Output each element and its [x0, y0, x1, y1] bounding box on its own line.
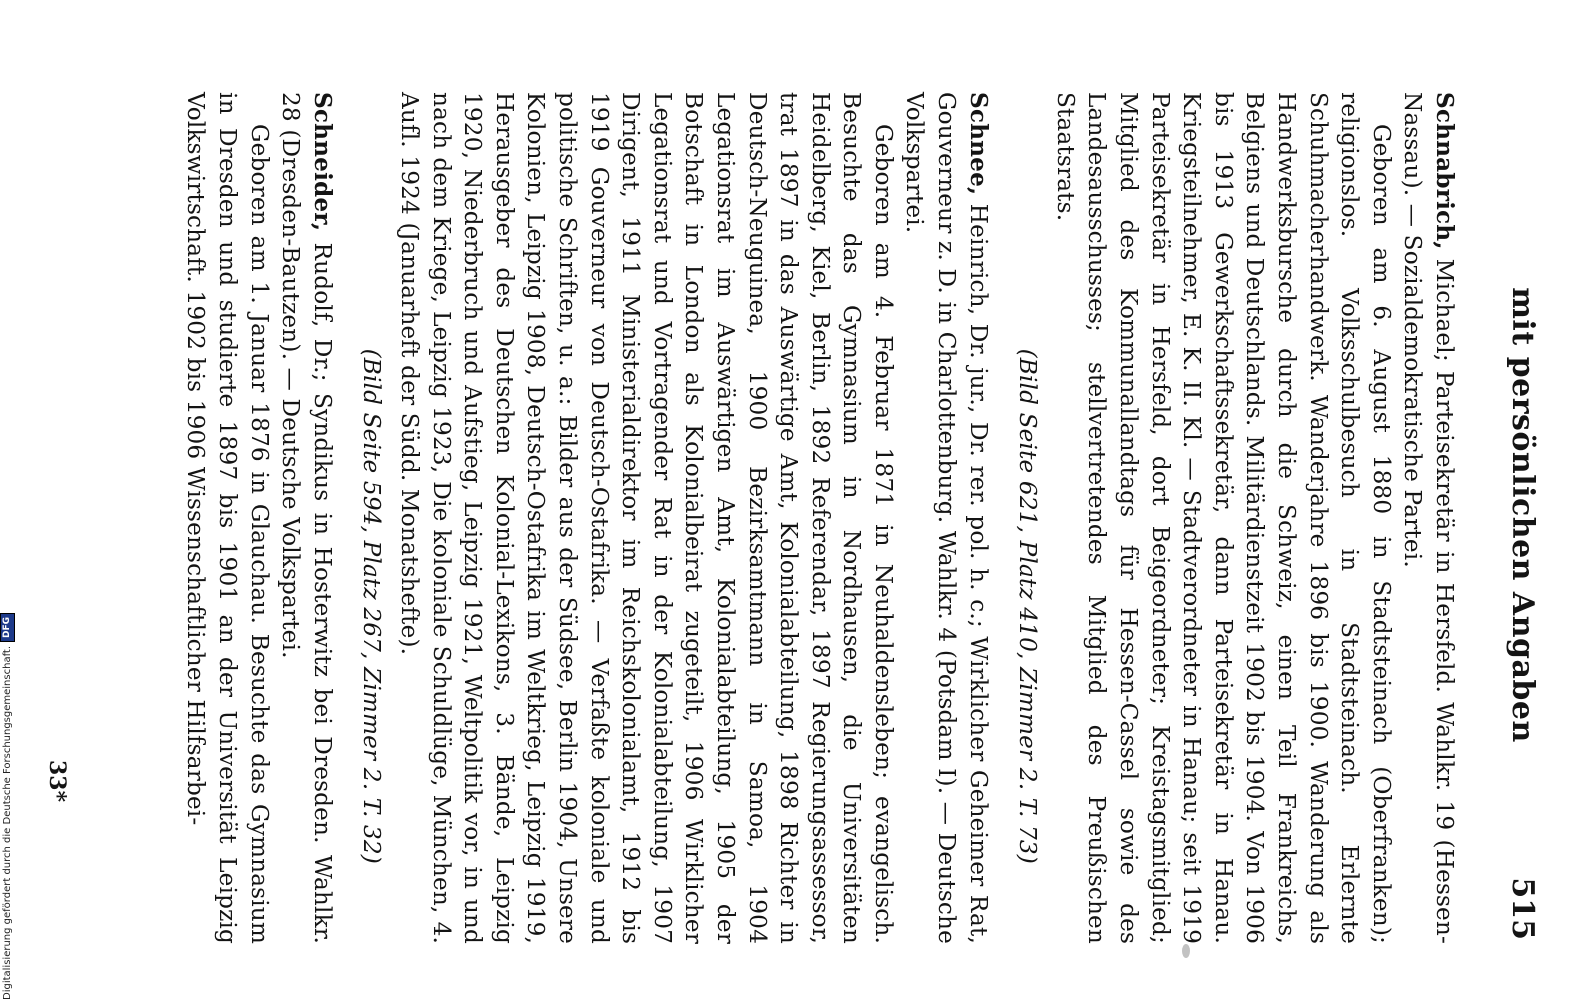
page-header — [1492, 90, 1542, 940]
entry-intro-text: Rudolf, Dr.; Syndikus in Hosterwitz bei Dresden. Wahlkr. 28 (Dresden-Bautzen). — Deutsche Volkspartei. — [277, 92, 336, 944]
entry-intro-text: Heinrich, Dr. jur., Dr. rer. pol. h. c.; Wirklicher Geheimer Rat, Gouverneur z. D. in Charlottenburg. Wahlkr. 4 (Potsdam I). — Deutsche Volkspartei. — [901, 92, 992, 944]
sheet-signature: 33* — [44, 760, 70, 803]
biography-entry-schnee — [356, 92, 994, 944]
dfg-logo: DFG — [0, 613, 15, 642]
biography-entry-schneider — [180, 92, 338, 944]
entry-body: Geboren am 6. August 1880 in Stadtsteinach (Oberfranken); religionslos. Volksschulbesuch in Stadtsteinach. Erlernte Schuhmacherhandwerk. Wanderjahre 1896 bis 1900. Wanderung als Handwerksbursche durch die Schweiz, einen Teil Frankreichs, Belgiens und Deutschlands. Militärdienstzeit 1902 bis 1904. Von 1906 bis 1913 Gewerkschaftssekretär, dann Parteisekretär in Hanau. Kriegsteilnehmer, E. K. II. Kl. — Stadtverordneter in Hanau; seit 1919 Parteisekretär in Hersfeld, dort Beigeordneter; Kreistagsmitglied; Mitglied des Kommunallandtags für Hessen-Cassel sowie des Landesausschusses; stellvertretendes Mitglied des Preußischen Staatsrats. — [1051, 92, 1395, 944]
entry-body: Geboren am 4. Februar 1871 in Neuhaldensleben; evangelisch. Besuchte das Gymnasium in Nordhausen, die Universitäten Heidelberg, Kiel, Berlin, 1892 Referendar, 1897 Regierungsassessor, trat 1897 in das Auswärtige Amt, Kolonialabteilung, 1898 Richter in Deutsch-Neuguinea, 1900 Bezirksamtmann in Samoa, 1904 Legationsrat im Auswärtigen Amt, Kolonialabteilung, 1905 der Botschaft in London als Kolonialbeirat zugeteilt, 1906 Wirklicher Legationsrat und Vortragender Rat in der Kolonialabteilung, 1907 Dirigent, 1911 Ministerialdirektor im Reichskolonialamt, 1912 bis 1919 Gouverneur von Deutsch-Ostafrika. — Verfaßte koloniale und politische Schriften, u. a.: Bilder aus der Südsee, Berlin 1904, Unsere Kolonien, Leipzig 1908, Deutsch-Ostafrika im Weltkrieg, Leipzig 1919, Herausgeber des Deutschen Kolonial-Lexikons, 3. Bände, Leipzig 1920, Niederbruch und Aufstieg, Leipzig 1921, Weltpolitik vor, in und nach dem Kriege, Leipzig 1923, Die koloniale Schuldlüge, München, 4. Aufl. 1924 (Januarheft der Südd. Monatshefte). — [396, 92, 897, 944]
credit-text: Digitalisierung gefördert durch die Deutsche Forschungsgemeinschaft. — [2, 645, 13, 1000]
entry-intro — [1397, 92, 1460, 944]
digitization-credit — [0, 613, 15, 1000]
entry-intro — [275, 92, 338, 944]
entry-intro — [899, 92, 994, 944]
entry-name: Schnee, — [964, 92, 992, 196]
entry-reference: (Bild Seite 621, Platz 410, Zimmer 2. T. 73) — [1014, 348, 1042, 864]
page-number: 515 — [1505, 877, 1540, 940]
page-body — [180, 92, 1460, 944]
entry-name: Schnabrich, — [1431, 92, 1458, 250]
biography-entry-schnabrich — [1012, 92, 1460, 944]
entry-name: Schneider, — [308, 92, 336, 232]
entry-intro-text: Michael; Parteisekretär in Hersfeld. Wahlkr. 19 (Hessen-Nassau). — Sozialdemokratische Partei. — [1399, 92, 1458, 944]
entry-reference: (Bild Seite 594, Platz 267, Zimmer 2. T. 32) — [358, 348, 386, 864]
running-head: mit persönlichen Angaben — [1505, 287, 1540, 743]
entry-body: Geboren am 1. Januar 1876 in Glauchau. Besuchte das Gymnasium in Dresden und studierte 1897 bis 1901 an der Universität Leipzig Volkswirtschaft. 1902 bis 1906 Wissenschaftlicher Hilfsarbei- — [182, 92, 273, 944]
scan-speck — [1182, 944, 1190, 958]
